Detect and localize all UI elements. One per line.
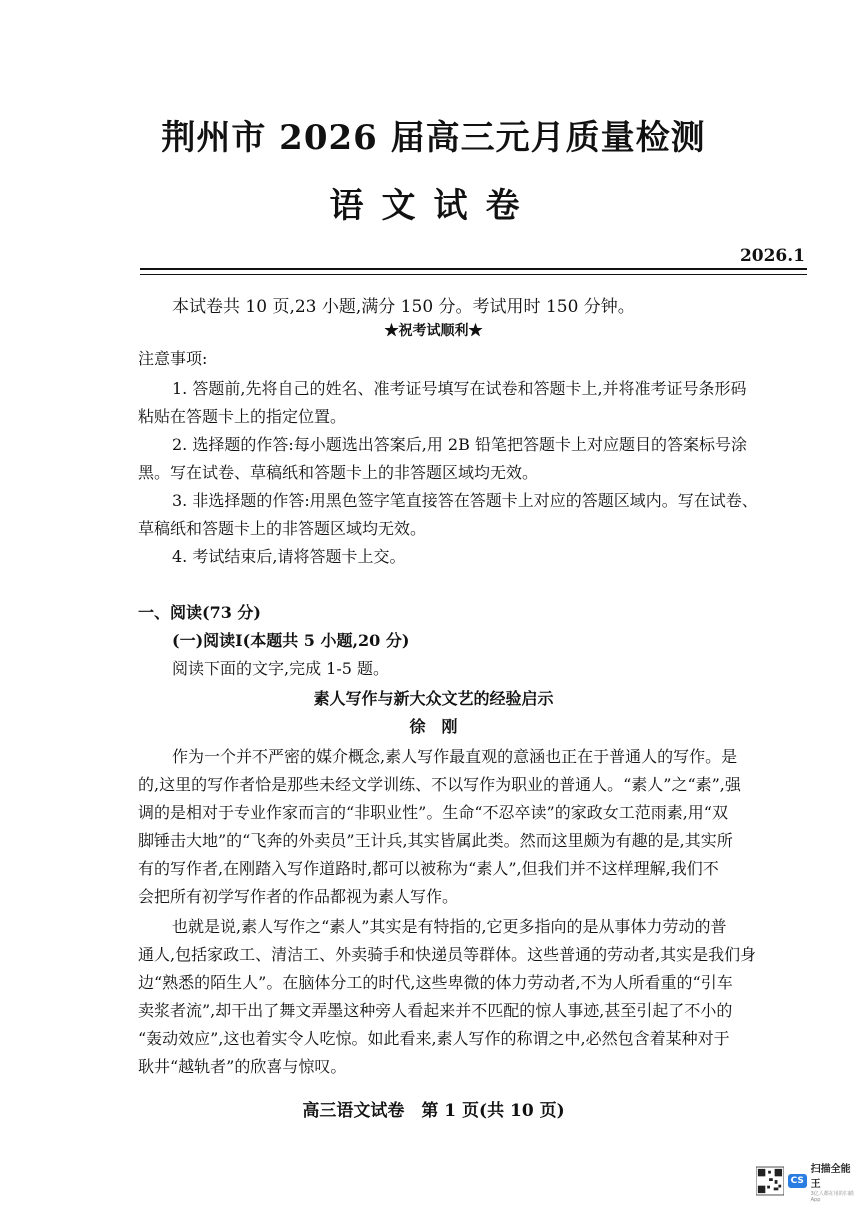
note-line: 3. 非选择题的作答:用黑色签字笔直接答在答题卡上对应的答题区域内。写在试卷、 (172, 491, 758, 510)
camscanner-logo-icon: CS (788, 1174, 807, 1188)
good-luck-banner: ★祝考试顺利★ (384, 323, 483, 339)
article-author: 徐 刚 (409, 717, 458, 736)
article-line: “轰动效应”,这也着实令人吃惊。如此看来,素人写作的称谓之中,必然包含着某种对于 (138, 1029, 730, 1048)
page-footer: 高三语文试卷 第 1 页(共 10 页) (302, 1101, 565, 1121)
article-line: 边“熟悉的陌生人”。在脑体分工的时代,这些卑微的体力劳动者,不为人所看重的“引车 (138, 973, 733, 992)
article-line: 的,这里的写作者恰是那些未经文学训练、不以写作为职业的普通人。“素人”之“素”,强 (138, 775, 741, 794)
article-line: 有的写作者,在刚踏入写作道路时,都可以被称为“素人”,但我们并不这样理解,我们不 (138, 859, 719, 878)
exam-date: 2026.1 (739, 246, 805, 266)
article-line: 耿井“越轨者”的欣喜与惊叹。 (138, 1057, 347, 1076)
section-heading: 一、阅读(73 分) (138, 603, 261, 622)
exam-subtitle: 语文试卷 (329, 186, 538, 226)
article-line: 也就是说,素人写作之“素人”其实是有特指的,它更多指向的是从事体力劳动的普 (172, 917, 727, 936)
note-line: 2. 选择题的作答:每小题选出答案后,用 2B 铅笔把答题卡上对应题目的答案标号涂 (172, 435, 747, 454)
article-line: 会把所有初学写作者的作品都视为素人写作。 (138, 887, 459, 906)
article-line: 作为一个并不严密的媒介概念,素人写作最直观的意涵也正在于普通人的写作。是 (172, 747, 738, 766)
article-line: 调的是相对于专业作家而言的“非职业性”。生命“不忍卒读”的家政女工范雨素,用“双 (138, 803, 728, 822)
article-line: 通人,包括家政工、清洁工、外卖骑手和快递员等群体。这些普通的劳动者,其实是我们身 (138, 945, 757, 964)
exam-summary: 本试卷共 10 页,23 小题,满分 150 分。考试用时 150 分钟。 (172, 297, 635, 317)
exam-title: 荆州市 2026 届高三元月质量检测 (161, 118, 706, 158)
article-line: 脚锤击大地”的“飞奔的外卖员”王计兵,其实皆属此类。然而这里颇为有趣的是,其实所 (138, 831, 733, 850)
section-instruction: 阅读下面的文字,完成 1-5 题。 (172, 659, 390, 678)
scanner-watermark (756, 1152, 860, 1210)
note-line: 粘贴在答题卡上的指定位置。 (138, 407, 347, 426)
note-line: 黑。写在试卷、草稿纸和答题卡上的非答题区域均无效。 (138, 463, 539, 482)
notes-heading: 注意事项: (138, 349, 208, 368)
article-title: 素人写作与新大众文艺的经验启示 (313, 689, 554, 708)
article-line: 卖浆者流”,却干出了舞文弄墨这种旁人看起来并不匹配的惊人事迹,甚至引起了不小的 (138, 1001, 733, 1020)
section-subheading: (一)阅读Ⅰ(本题共 5 小题,20 分) (172, 631, 410, 650)
qr-code-icon (756, 1166, 784, 1196)
header-rule-thick (140, 268, 807, 270)
note-line: 草稿纸和答题卡上的非答题区域均无效。 (138, 519, 427, 538)
note-line: 4. 考试结束后,请将答题卡上交。 (172, 547, 406, 566)
scanner-tagline: 3亿人都在用的扫描App (810, 1190, 854, 1203)
note-line: 1. 答题前,先将自己的姓名、准考证号填写在试卷和答题卡上,并将准考证号条形码 (172, 379, 747, 398)
scanner-app-name: 扫描全能王 (810, 1163, 851, 1190)
header-rule-thin (140, 274, 807, 275)
